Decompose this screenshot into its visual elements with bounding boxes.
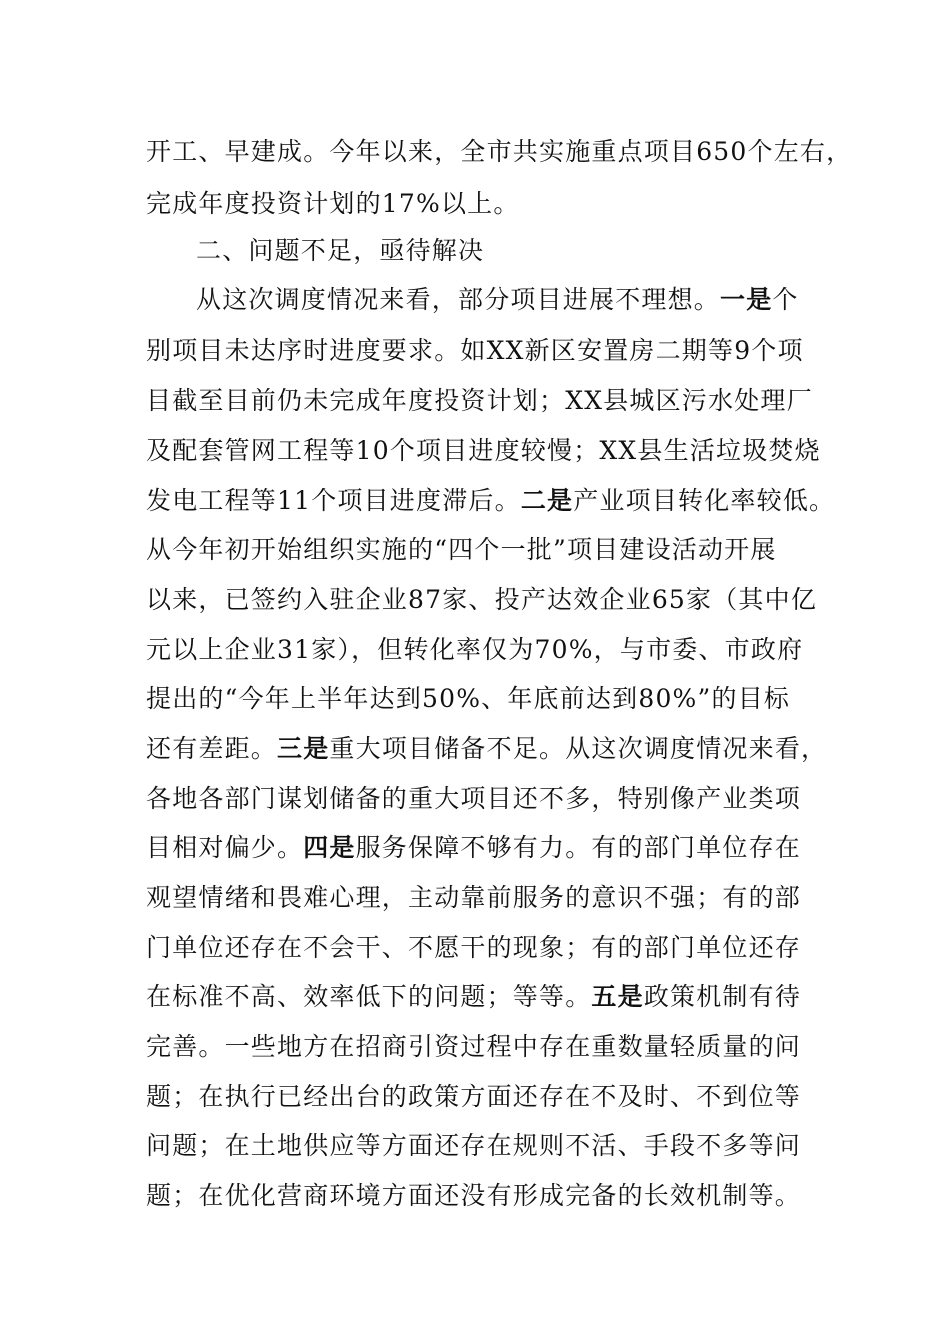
text-segment: 题；在优化营商环境方面还没有形成完备的长效机制等。 [146,1181,802,1210]
text-line-20 [146,1071,801,1123]
text-segment: 别项目未达序时进度要求。如XX新区安置房二期等9个项 [146,336,804,365]
section-heading [196,225,484,277]
text-line-22 [146,1170,801,1222]
text-segment: 各地各部门谋划储备的重大项目还不多，特别像产业类项 [146,784,802,813]
text-line-7 [146,425,821,477]
text-segment: 及配套管网工程等10个项目进度较慢；XX县生活垃圾焚烧 [146,436,821,465]
text-line-2 [146,178,520,230]
bold-marker: 一是 [720,285,773,314]
text-line-14 [146,773,801,825]
text-segment: 政策机制有待 [643,982,802,1011]
bold-marker: 四是 [303,833,356,862]
text-line-17 [146,922,801,974]
text-segment: 服务保障不够有力。有的部门单位存在 [355,833,802,862]
text-segment: 门单位还存在不会干、不愿干的现象；有的部门单位还存 [146,933,802,962]
text-line-18 [146,971,801,1023]
text-line-21 [146,1120,801,1172]
text-line-6 [146,375,813,427]
text-segment: 题；在执行已经出台的政策方面还存在不及时、不到位等 [146,1082,802,1111]
bold-marker: 五是 [591,982,644,1011]
text-segment: 从今年初开始组织实施的“四个一批”项目建设活动开展 [146,535,777,564]
text-line-1 [146,126,852,178]
text-line-10 [146,574,817,626]
text-line-13 [146,723,827,775]
text-segment: 开工、早建成。今年以来，全市共实施重点项目650个左右， [146,137,853,166]
text-line-9 [146,524,777,576]
bold-marker: 三是 [277,734,330,763]
bold-marker: 二是 [520,486,574,515]
text-segment: 问题；在土地供应等方面还存在规则不活、手段不多等问 [146,1131,802,1160]
text-segment: 在标准不高、效率低下的问题；等等。 [146,982,592,1011]
text-segment: 目截至目前仍未完成年度投资计划；XX县城区污水处理厂 [146,386,813,415]
text-segment: 从这次调度情况来看，部分项目进展不理想。 [196,285,721,314]
text-line-19 [146,1021,801,1073]
text-segment: 完善。一些地方在招商引资过程中存在重数量轻质量的问 [146,1032,802,1061]
text-line-5 [146,325,804,377]
text-segment: 重大项目储备不足。从这次调度情况来看， [329,734,828,763]
text-segment: 观望情绪和畏难心理，主动靠前服务的意识不强；有的部 [146,883,802,912]
text-line-15 [146,822,801,874]
text-segment: 完成年度投资计划的17%以上。 [146,189,520,218]
text-line-16 [146,872,801,924]
text-line-12 [146,673,790,725]
text-segment: 元以上企业31家），但转化率仅为70%，与市委、市政府 [146,635,804,664]
text-segment: 个 [772,285,799,314]
text-segment: 还有差距。 [146,734,278,763]
text-line-4 [196,274,799,326]
text-segment: 提出的“今年上半年达到50%、年底前达到80%”的目标 [146,684,791,713]
text-segment: 目相对偏少。 [146,833,304,862]
text-segment: 发电工程等11个项目进度滞后。 [146,486,521,515]
text-line-8 [146,475,835,527]
text-segment: 以来，已签约入驻企业87家、投产达效企业65家（其中亿 [146,585,818,614]
text-segment: 二、问题不足，亟待解决 [196,236,485,265]
text-line-11 [146,624,803,676]
text-segment: 产业项目转化率较低。 [573,486,836,515]
